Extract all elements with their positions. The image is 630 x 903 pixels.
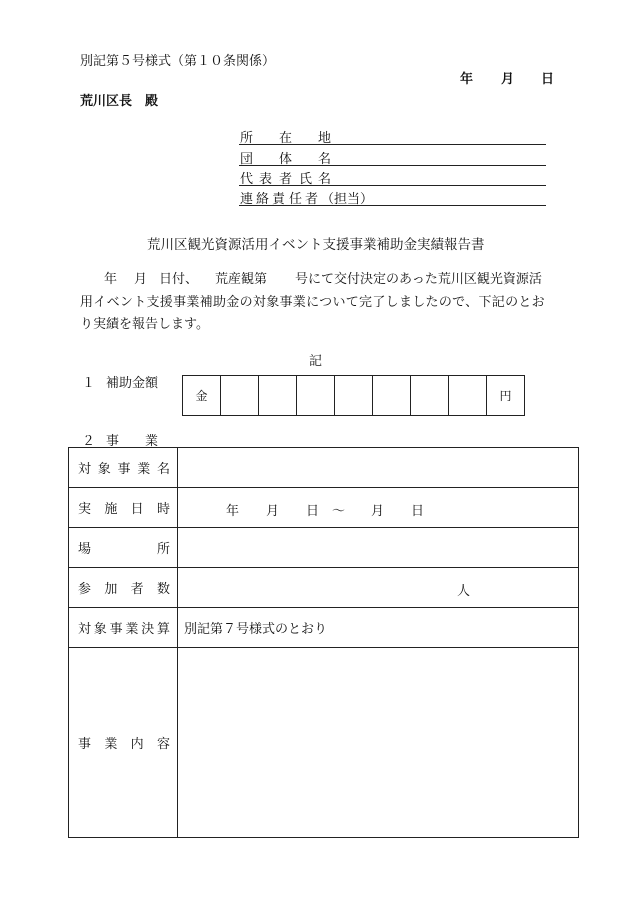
body-line1-rest: 号にて交付決定のあった荒川区観光資源活: [295, 272, 542, 287]
form-number: 別記第５号様式（第１０条関係）: [80, 54, 276, 69]
amount-digit-cell[interactable]: [221, 376, 259, 415]
body-decision-prefix: 荒産観第: [215, 272, 268, 287]
table-row: [69, 568, 579, 608]
label-business-content: 事 業 内 容: [69, 648, 178, 838]
representative-name-field[interactable]: 代 表 者 氏 名: [239, 168, 546, 186]
business-content-input[interactable]: [178, 648, 579, 838]
body-day: 日付、: [159, 272, 199, 287]
budget-settlement-value: 別記第７号様式のとおり: [178, 608, 579, 648]
amount-digit-cell[interactable]: [335, 376, 373, 415]
participants-input[interactable]: [178, 568, 579, 608]
amount-digit-cell[interactable]: [411, 376, 449, 415]
section2-heading-char: 事: [106, 434, 120, 449]
body-year: 年: [104, 272, 118, 287]
date-input[interactable]: 年 月 日 ～ 月 日: [178, 488, 579, 528]
address-field[interactable]: 所 在 地: [239, 127, 546, 145]
label-date: 実 施 日 時: [69, 488, 178, 528]
section2-number: ２: [82, 434, 96, 449]
label-budget-settlement: 対 象 事 業 決 算: [69, 608, 178, 648]
table-row: [69, 608, 579, 648]
table-row: [69, 528, 579, 568]
amount-digit-cell[interactable]: [449, 376, 487, 415]
document-title: 荒川区観光資源活用イベント支援事業補助金実績報告書: [147, 237, 485, 253]
group-name-field[interactable]: 団 体 名: [239, 148, 546, 166]
label-participants: 参 加 者 数: [69, 568, 178, 608]
date-year: 年: [460, 72, 474, 87]
date-day: 日: [541, 72, 555, 87]
contact-person-field[interactable]: 連 絡 責 任 者 （担当）: [239, 188, 546, 206]
addressee: 荒川区長 殿: [80, 94, 159, 109]
amount-digit-cell[interactable]: [259, 376, 297, 415]
target-business-name-input[interactable]: [178, 448, 579, 488]
place-input[interactable]: [178, 528, 579, 568]
section2-heading-char: 業: [145, 434, 159, 449]
body-line3: り実績を報告します。: [80, 317, 209, 332]
table-row: [69, 648, 579, 838]
business-table: [68, 447, 579, 838]
amount-digit-cell[interactable]: [297, 376, 335, 415]
table-row: [69, 448, 579, 488]
amount-digit-cell[interactable]: [373, 376, 411, 415]
amount-suffix: 円: [499, 389, 512, 403]
participants-unit: 人: [457, 584, 471, 599]
section1-number: １: [82, 376, 96, 391]
label-place: 場 所: [69, 528, 178, 568]
table-row: [69, 488, 579, 528]
body-line2: 用イベント支援事業補助金の対象事業について完了しましたので、下記のとお: [80, 295, 545, 310]
amount-prefix: 金: [183, 376, 221, 415]
ki-mark: 記: [309, 354, 323, 369]
subsidy-amount-boxes[interactable]: [182, 375, 525, 416]
date-month: 月: [501, 72, 515, 87]
section1-label: 補助金額: [106, 376, 159, 391]
body-month: 月: [134, 272, 148, 287]
label-target-business-name: 対 象 事 業 名: [69, 448, 178, 488]
